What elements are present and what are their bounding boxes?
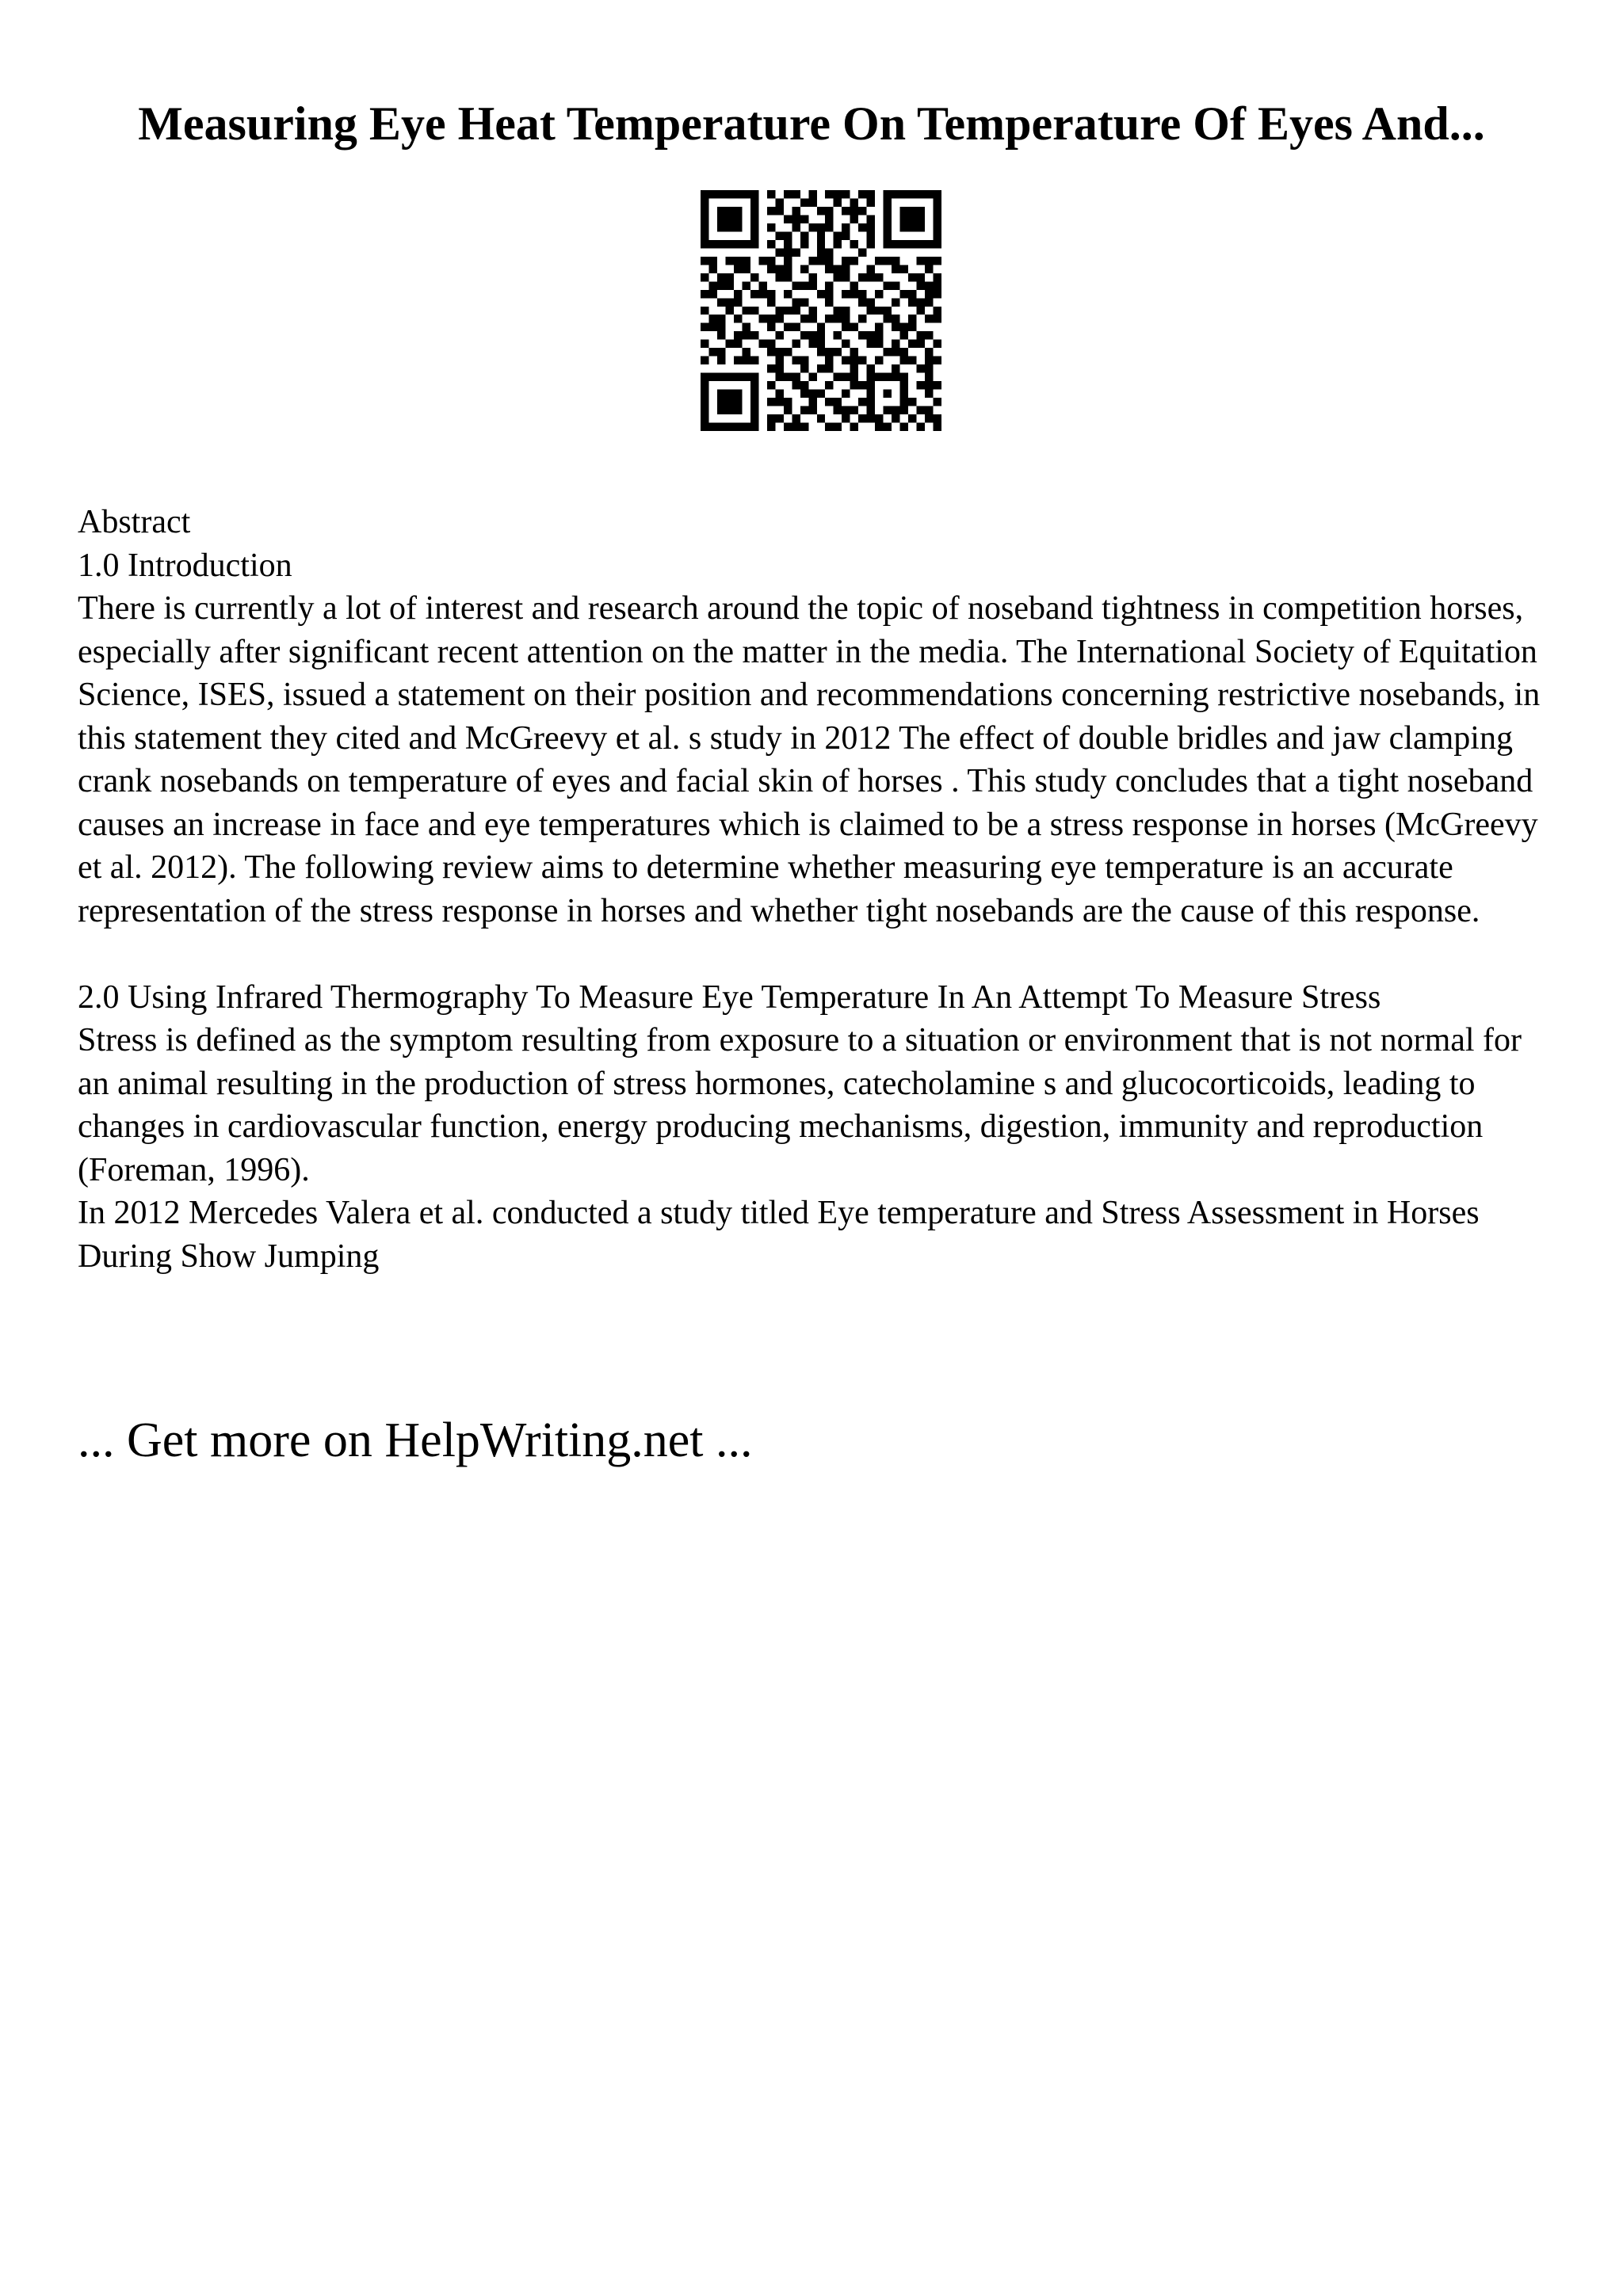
section2-paragraph-2: In 2012 Mercedes Valera et al. conducted a study titled Eye temperature and Stress Assessment in Horses During Show Jumping [78, 1195, 1480, 1275]
qr-code-icon [701, 190, 941, 431]
intro-heading: 1.0 Introduction [78, 547, 292, 584]
intro-paragraph: There is currently a lot of interest and research around the topic of noseband tightness in competition horses, especially after significant recent attention on the matter in the media. The International Society of Equitation Science, ISES, issued a statement on their position and recommendations concerning restrictive nosebands, in this statement they cited and McGreevy et al. s study in 2012 The effect of double bridles and jaw clamping crank nosebands on temperature of eyes and facial skin of horses . This study concludes that a tight noseband causes an increase in face and eye temperatures which is claimed to be a stress response in horses (McGreevy et al. 2012). The following review aims to determine whether measuring eye temperature is an accurate representation of the stress response in horses and whether tight nosebands are the cause of this response. [78, 590, 1541, 929]
document-body [78, 501, 1552, 1278]
get-more-link[interactable]: ... Get more on HelpWriting.net ... [78, 1413, 753, 1467]
section2-paragraph-1: Stress is defined as the symptom resulting from exposure to a situation or environment that is not normal for an animal resulting in the production of stress hormones, catecholamine s and glucocorticoids, leading to changes in cardiovascular function, energy producing mechanisms, digestion, immunity and reproduction (Foreman, 1996). [78, 1022, 1522, 1188]
paragraph-spacer [78, 933, 1552, 976]
section2-heading: 2.0 Using Infrared Thermography To Measure Eye Temperature In An Attempt To Measure Stress [78, 978, 1381, 1016]
abstract-label: Abstract [78, 504, 191, 540]
document-title: Measuring Eye Heat Temperature On Temperature Of Eyes And... [138, 97, 1485, 150]
